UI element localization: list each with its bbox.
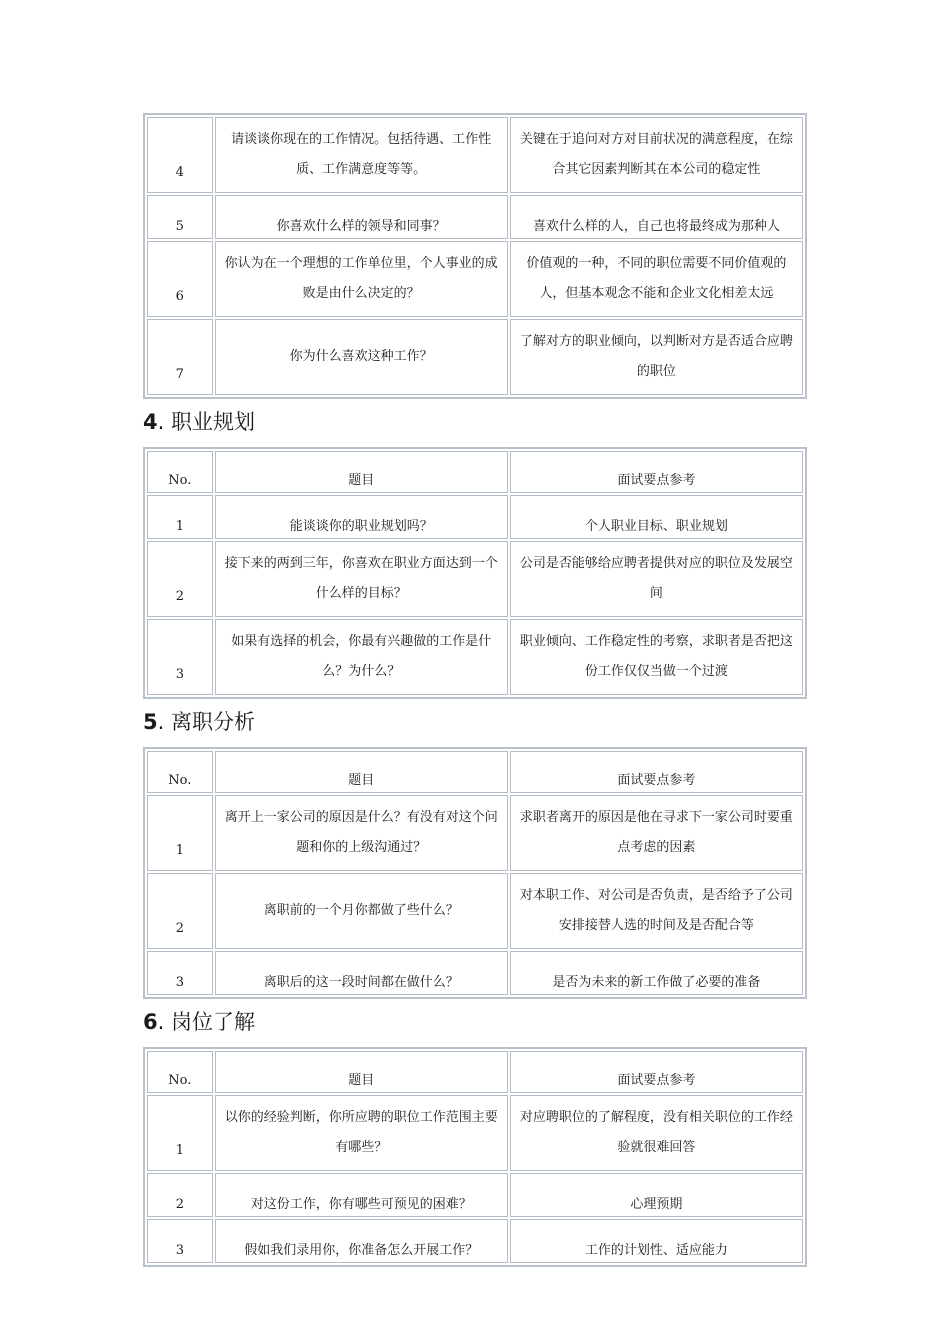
question-cell: 你为什么喜欢这种工作？ [215, 319, 508, 395]
section-number: 4 [143, 410, 158, 434]
table-row [147, 319, 803, 395]
section-separator: . [157, 410, 165, 434]
row-number: 1 [147, 795, 213, 871]
table-row [147, 1219, 803, 1263]
header-no: No. [147, 1051, 213, 1093]
table-career-planning [143, 447, 807, 699]
table-row [147, 873, 803, 949]
row-number: 2 [147, 541, 213, 617]
table-row [147, 619, 803, 695]
table-row [147, 1095, 803, 1171]
header-question: 题目 [215, 751, 508, 793]
row-number: 3 [147, 951, 213, 995]
section-separator: . [157, 710, 165, 734]
header-answer: 面试要点参考 [510, 451, 803, 493]
question-cell: 请谈谈你现在的工作情况。包括待遇、工作性质、工作满意度等等。 [215, 117, 508, 193]
answer-cell: 喜欢什么样的人，自己也将最终成为那种人 [510, 195, 803, 239]
header-answer: 面试要点参考 [510, 1051, 803, 1093]
table-row [147, 1173, 803, 1217]
row-number: 3 [147, 1219, 213, 1263]
answer-cell: 工作的计划性、适应能力 [510, 1219, 803, 1263]
row-number: 1 [147, 495, 213, 539]
question-cell: 接下来的两到三年，你喜欢在职业方面达到一个什么样的目标？ [215, 541, 508, 617]
section-heading-career-planning [143, 405, 807, 439]
question-cell: 离职前的一个月你都做了些什么？ [215, 873, 508, 949]
answer-cell: 对本职工作、对公司是否负责，是否给予了公司安排接替人选的时间及是否配合等 [510, 873, 803, 949]
answer-cell: 对应聘职位的了解程度，没有相关职位的工作经验就很难回答 [510, 1095, 803, 1171]
row-number: 2 [147, 873, 213, 949]
row-number: 1 [147, 1095, 213, 1171]
section-number: 5 [143, 710, 158, 734]
answer-cell: 了解对方的职业倾向，以判断对方是否适合应聘的职位 [510, 319, 803, 395]
section-number: 6 [143, 1010, 158, 1034]
table-row [147, 241, 803, 317]
row-number: 6 [147, 241, 213, 317]
table-resignation-analysis [143, 747, 807, 999]
answer-cell: 价值观的一种，不同的职位需要不同价值观的人，但基本观念不能和企业文化相差太远 [510, 241, 803, 317]
section-title: 岗位了解 [171, 1010, 255, 1034]
question-cell: 离开上一家公司的原因是什么？有没有对这个问题和你的上级沟通过？ [215, 795, 508, 871]
header-no: No. [147, 751, 213, 793]
table-row [147, 795, 803, 871]
table-position-understanding [143, 1047, 807, 1267]
section-separator: . [157, 1010, 165, 1034]
table-header-row [147, 751, 803, 793]
answer-cell: 求职者离开的原因是他在寻求下一家公司时要重点考虑的因素 [510, 795, 803, 871]
section-heading-position-understanding [143, 1005, 807, 1039]
question-cell: 能谈谈你的职业规划吗？ [215, 495, 508, 539]
table-row [147, 495, 803, 539]
question-cell: 你认为在一个理想的工作单位里，个人事业的成败是由什么决定的？ [215, 241, 508, 317]
table-row [147, 195, 803, 239]
question-cell: 对这份工作，你有哪些可预见的困难？ [215, 1173, 508, 1217]
question-cell: 假如我们录用你，你准备怎么开展工作？ [215, 1219, 508, 1263]
answer-cell: 是否为未来的新工作做了必要的准备 [510, 951, 803, 995]
answer-cell: 职业倾向、工作稳定性的考察，求职者是否把这份工作仅仅当做一个过渡 [510, 619, 803, 695]
answer-cell: 关键在于追问对方对目前状况的满意程度，在综合其它因素判断其在本公司的稳定性 [510, 117, 803, 193]
section-title: 职业规划 [171, 410, 255, 434]
document-page [143, 113, 807, 1267]
question-cell: 你喜欢什么样的领导和同事？ [215, 195, 508, 239]
question-cell: 以你的经验判断，你所应聘的职位工作范围主要有哪些？ [215, 1095, 508, 1171]
answer-cell: 个人职业目标、职业规划 [510, 495, 803, 539]
table-section-3-continued [143, 113, 807, 399]
table-row [147, 117, 803, 193]
row-number: 3 [147, 619, 213, 695]
row-number: 7 [147, 319, 213, 395]
header-answer: 面试要点参考 [510, 751, 803, 793]
table-row [147, 951, 803, 995]
answer-cell: 公司是否能够给应聘者提供对应的职位及发展空间 [510, 541, 803, 617]
section-heading-resignation-analysis [143, 705, 807, 739]
question-cell: 如果有选择的机会，你最有兴趣做的工作是什么？为什么？ [215, 619, 508, 695]
question-cell: 离职后的这一段时间都在做什么？ [215, 951, 508, 995]
answer-cell: 心理预期 [510, 1173, 803, 1217]
header-question: 题目 [215, 451, 508, 493]
table-header-row [147, 1051, 803, 1093]
row-number: 4 [147, 117, 213, 193]
table-header-row [147, 451, 803, 493]
header-no: No. [147, 451, 213, 493]
row-number: 2 [147, 1173, 213, 1217]
table-row [147, 541, 803, 617]
row-number: 5 [147, 195, 213, 239]
header-question: 题目 [215, 1051, 508, 1093]
section-title: 离职分析 [171, 710, 255, 734]
